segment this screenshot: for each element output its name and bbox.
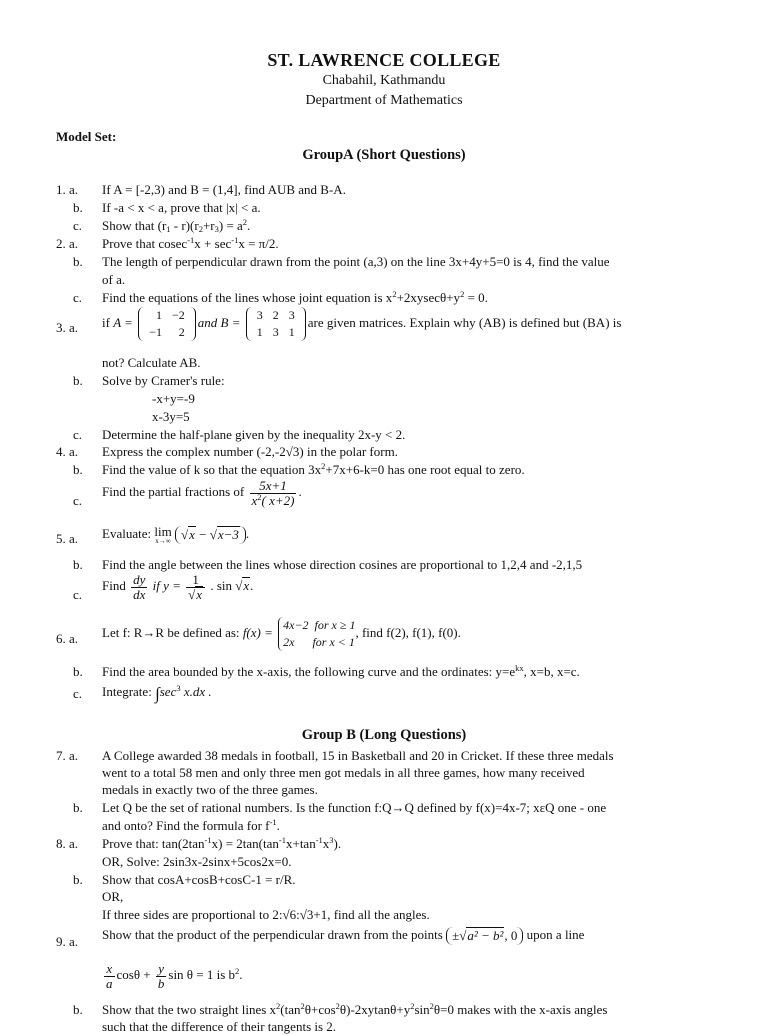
group-b-heading: Group B (Long Questions) bbox=[301, 727, 467, 743]
q4b-number: b. bbox=[73, 462, 83, 477]
q7a-text-line3: medals in exactly two of the three games. bbox=[102, 782, 318, 797]
q5c-number: c. bbox=[73, 587, 83, 602]
q2a-text: Prove that $cosec^{-1}x + \sec^{-1}x = \pi/2$. bbox=[102, 235, 279, 251]
q5b-number: b. bbox=[73, 557, 83, 572]
q9a-line-equation: $\frac{x}{a}$ cosθ + $\frac{y}{b}$ sin θ = 1 is $b^2$. bbox=[106, 961, 243, 991]
q2b-number: b. bbox=[73, 254, 83, 269]
q6c-text: Integrate: $\int\sec^3$ x.dx . bbox=[102, 683, 212, 703]
q8a-or-text: OR, Solve: 2sin3x-2sinx+5cos2x=0. bbox=[102, 854, 292, 869]
q4b-text: Find the value of k so that the equation $3x^2+7x+6-k=0$ has one root equal to zero. bbox=[102, 461, 525, 477]
q6a-text: Let f: R→R be defined as: f(x) = 4x−2 for x ≥ 1 2x for x < 1 , find f(2), f(1), f(0). bbox=[102, 618, 461, 649]
q9a-number: 9. a. bbox=[56, 934, 79, 949]
q7a-text-line1: A College awarded 38 medals in football, 15 in Basketball and 20 in Cricket. If these three medals bbox=[102, 748, 614, 763]
matrix-a: 1 −2 −1 2 bbox=[138, 307, 196, 341]
q2c-number: c. bbox=[73, 290, 83, 305]
q2b-text-line1: The length of perpendicular drawn from the point (a,3) on the line 3x+4y+5=0 is 4, find the value bbox=[102, 254, 610, 269]
q7b-text-line1: Let Q be the set of rational numbers. Is the function f:Q→Q defined by f(x)=4x-7; xεQ one - one bbox=[102, 800, 607, 815]
matrix-b: 3 2 3 1 3 1 bbox=[246, 307, 306, 341]
q3c-text: Determine the half-plane given by the inequality 2x-y < 2. bbox=[102, 427, 406, 442]
q8b-text-line3: If three sides are proportional to 2:√6:√3+1, find all the angles. bbox=[102, 907, 430, 922]
q2a-number: 2. a. bbox=[56, 236, 79, 251]
college-name: ST. LAWRENCE COLLEGE bbox=[267, 50, 501, 70]
piecewise-brace: 4x−2 for x ≥ 1 2x for x < 1 bbox=[278, 617, 355, 651]
q4c-number: c. bbox=[73, 493, 83, 508]
q3b-number: b. bbox=[73, 373, 83, 388]
q6a-number: 6. a. bbox=[56, 631, 79, 646]
q3b-equation-1: -x+y=-9 bbox=[152, 391, 195, 406]
q6b-text: Find the area bounded by the x-axis, the following curve and the ordinates: $y=e^{kx}$, x=b, x=c. bbox=[102, 663, 580, 679]
group-a-heading: GroupA (Short Questions) bbox=[302, 147, 466, 163]
q7a-number: 7. a. bbox=[56, 748, 79, 763]
department-name: Department of Mathematics bbox=[305, 93, 463, 108]
q4c-text: Find the partial fractions of $\frac{5x+1}{x^2( x+2)}$ . bbox=[102, 478, 302, 508]
q3c-number: c. bbox=[73, 427, 83, 442]
q1a-text: If A = [-2,3) and B = (1,4], find AUB and B-A. bbox=[102, 182, 346, 197]
q1b-text: If -a < x < a, prove that |x| < a. bbox=[102, 200, 261, 215]
q7b-text-line2: and onto? Find the formula for $f^{-1}$. bbox=[102, 817, 280, 833]
q5a-number: 5. a. bbox=[56, 531, 79, 546]
q1a-number: 1. a. bbox=[56, 182, 79, 197]
q8a-number: 8. a. bbox=[56, 836, 79, 851]
q9b-text-line2: such that the difference of their tangents is 2. bbox=[102, 1019, 337, 1034]
q3a-text: if A = 1 −2 −1 2 and B = 3 2 3 1 3 1 are given matrices. Explain why (AB) is defined but (BA) is bbox=[102, 308, 622, 339]
q3a-text-line2: not? Calculate AB. bbox=[102, 355, 201, 370]
limit-expression: √x − √x−3 bbox=[175, 526, 246, 544]
q9b-text: Show that the two straight lines $x^2(\tan^2\theta+\cos^2\theta)-2xytan\theta+y^2\sin^2\theta=0$ makes with the x-axis angles bbox=[102, 1001, 608, 1017]
q3b-equation-2: x-3y=5 bbox=[152, 409, 190, 424]
q6b-number: b. bbox=[73, 664, 83, 679]
q7a-text-line2: went to a total 58 men and only three men got medals in all three games, how many received bbox=[102, 765, 585, 780]
q8b-or-label: OR, bbox=[102, 889, 124, 904]
points-expression: ±√a² − b², 0 bbox=[446, 927, 523, 945]
q3a-number: 3. a. bbox=[56, 320, 79, 335]
derivative-fraction: $\frac{dy}{dx}$ bbox=[133, 572, 146, 602]
q5c-text: Find $\frac{dy}{dx}$ if y = $\frac{1}{√x}$ . sin √x. bbox=[102, 572, 254, 602]
q7b-number: b. bbox=[73, 800, 83, 815]
q9b-number: b. bbox=[73, 1002, 83, 1017]
y-over-b-fraction: $\frac{y}{b}$ bbox=[157, 961, 165, 991]
partial-fraction: $\frac{5x+1}{x^2( x+2)}$ bbox=[251, 478, 295, 508]
q8b-text: Show that cosA+cosB+cosC-1 = r/R. bbox=[102, 872, 296, 887]
q5a-text: Evaluate: lim x→∞ √x − √x−3 . bbox=[102, 524, 250, 545]
q5b-text: Find the angle between the lines whose direction cosines are proportional to 1,2,4 and -2,1,5 bbox=[102, 557, 583, 572]
q8b-number: b. bbox=[73, 872, 83, 887]
college-location: Chabahil, Kathmandu bbox=[322, 73, 446, 88]
limit-operator: lim x→∞ bbox=[154, 524, 172, 545]
q8a-text: Prove that: $\tan(2\tan^{-1}x) = 2\tan(\tan^{-1}x+\tan^{-1}x^3)$. bbox=[102, 835, 342, 851]
q4a-number: 4. a. bbox=[56, 444, 79, 459]
q9a-text: Show that the product of the perpendicular drawn from the points ±√a² − b², 0 upon a line bbox=[102, 927, 585, 944]
model-set-label: Model Set: bbox=[56, 129, 117, 144]
q1b-number: b. bbox=[73, 200, 83, 215]
q1c-text: Show that $(r_1 - r)(r_2+r_3) = a^2$. bbox=[102, 217, 251, 234]
q2b-text-line2: of a. bbox=[102, 272, 126, 287]
q1c-number: c. bbox=[73, 218, 83, 233]
q4a-text: Express the complex number (-2,-2√3) in the polar form. bbox=[102, 444, 398, 459]
x-over-a-fraction: $\frac{x}{a}$ bbox=[106, 961, 113, 991]
q6c-number: c. bbox=[73, 686, 83, 701]
q2c-text: Find the equations of the lines whose joint equation is $x^2+2xysec\theta+y^2 = 0$. bbox=[102, 289, 488, 305]
q3b-text: Solve by Cramer's rule: bbox=[102, 373, 225, 388]
reciprocal-root-fraction: $\frac{1}{√x}$ bbox=[186, 573, 205, 601]
